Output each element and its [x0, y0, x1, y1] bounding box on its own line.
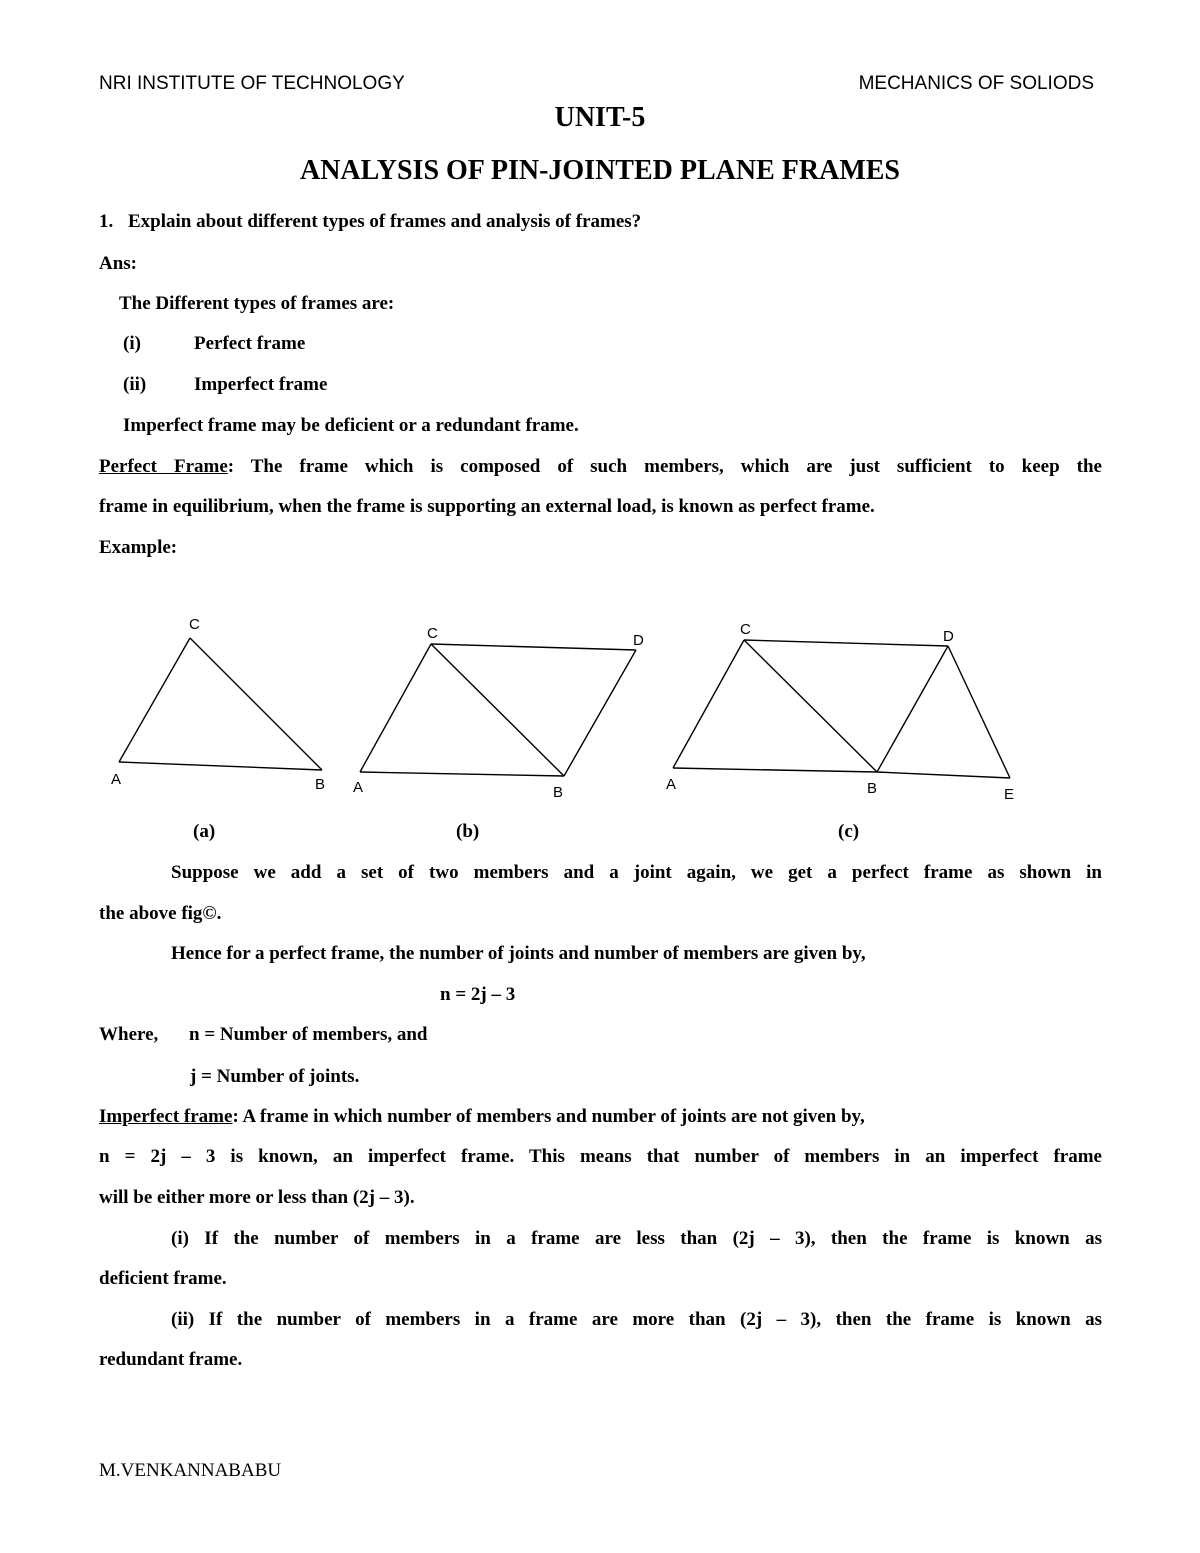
header-subject: MECHANICS OF SOLIODS [858, 73, 1094, 94]
page-title: ANALYSIS OF PIN-JOINTED PLANE FRAMES [299, 155, 900, 186]
case-2-line-2: redundant frame. [99, 1349, 243, 1370]
member-bd [877, 646, 948, 772]
imperfect-frame-line-1 [99, 1106, 865, 1128]
joint-b-label: B [553, 784, 564, 801]
member-ac [673, 640, 744, 768]
member-cd [431, 644, 636, 650]
perfect-frame-line-1 [99, 456, 1102, 478]
joint-d-label: D [943, 628, 954, 645]
case-2-line-1: (ii) If the number of members in a frame are more than (2j – 3), then the frame is known as [171, 1309, 1102, 1330]
joint-e-label: E [1004, 786, 1015, 803]
joint-a-label: A [666, 776, 677, 793]
imperfect-frame-def: : A frame in which number of members and number of joints are not given by, [232, 1106, 865, 1127]
imperfect-note: Imperfect frame may be deficient or a redundant frame. [123, 415, 579, 436]
caption-c: (c) [838, 821, 860, 842]
member-ab [673, 768, 877, 772]
joint-c-label: C [427, 625, 438, 642]
figure-a [119, 638, 322, 770]
type-1-label: Perfect frame [194, 333, 306, 354]
suppose-line-1: Suppose we add a set of two members and a joint again, we get a perfect frame as shown in [171, 862, 1102, 883]
figure-c [673, 640, 1010, 778]
imperfect-frame-line-2: n = 2j – 3 is known, an imperfect frame. This means that number of members in an imperfect frame [99, 1146, 1102, 1167]
hence-text: Hence for a perfect frame, the number of joints and number of members are given by, [171, 943, 866, 964]
member-ac [360, 644, 431, 772]
unit-heading: UNIT-5 [554, 102, 646, 133]
joint-d-label: D [633, 632, 644, 649]
member-de [948, 646, 1010, 778]
type-2-number: (ii) [123, 374, 147, 395]
question-number: 1. [99, 211, 114, 232]
member-cb [744, 640, 877, 772]
joint-b-label: B [867, 780, 878, 797]
case-1-line-2: deficient frame. [99, 1268, 227, 1289]
imperfect-frame-line-3: will be either more or less than (2j – 3). [99, 1187, 415, 1208]
imperfect-frame-term: Imperfect frame [99, 1106, 233, 1127]
caption-b: (b) [456, 821, 480, 842]
joint-b-label: B [315, 776, 326, 793]
types-intro: The Different types of frames are: [119, 293, 395, 314]
member-ab [119, 762, 322, 770]
n-definition: n = Number of members, and [189, 1024, 428, 1045]
question-text: Explain about different types of frames and analysis of frames? [128, 211, 642, 232]
case-1-line-1: (i) If the number of members in a frame are less than (2j – 3), then the frame is known as [171, 1228, 1102, 1249]
member-bd [564, 650, 636, 776]
perfect-frame-term: Perfect Frame [99, 456, 228, 477]
footer-author: M.VENKANNABABU [99, 1460, 282, 1481]
member-ab [360, 772, 564, 776]
type-1-number: (i) [123, 333, 141, 354]
caption-a: (a) [193, 821, 216, 842]
type-2-label: Imperfect frame [194, 374, 328, 395]
example-label: Example: [99, 537, 178, 558]
member-ac [119, 638, 190, 762]
perfect-frame-line-2: frame in equilibrium, when the frame is supporting an external load, is known as perfect frame. [99, 496, 875, 517]
member-cb [190, 638, 322, 770]
figure-b [360, 644, 636, 776]
where-label: Where, [99, 1024, 159, 1045]
perfect-frame-def: : The frame which is composed of such members, which are just sufficient to keep the [227, 456, 1102, 477]
joint-a-label: A [111, 771, 122, 788]
member-be [877, 772, 1010, 778]
joint-a-label: A [353, 779, 364, 796]
joint-c-label: C [189, 616, 200, 633]
j-definition: j = Number of joints. [190, 1066, 360, 1087]
joint-c-label: C [740, 621, 751, 638]
frames-figure [0, 600, 1200, 810]
member-cb [431, 644, 564, 776]
suppose-line-2: the above fig©. [99, 903, 222, 924]
ans-label: Ans: [99, 253, 138, 274]
formula: n = 2j – 3 [440, 984, 516, 1005]
member-cd [744, 640, 948, 646]
header-institute: NRI INSTITUTE OF TECHNOLOGY [99, 73, 405, 94]
